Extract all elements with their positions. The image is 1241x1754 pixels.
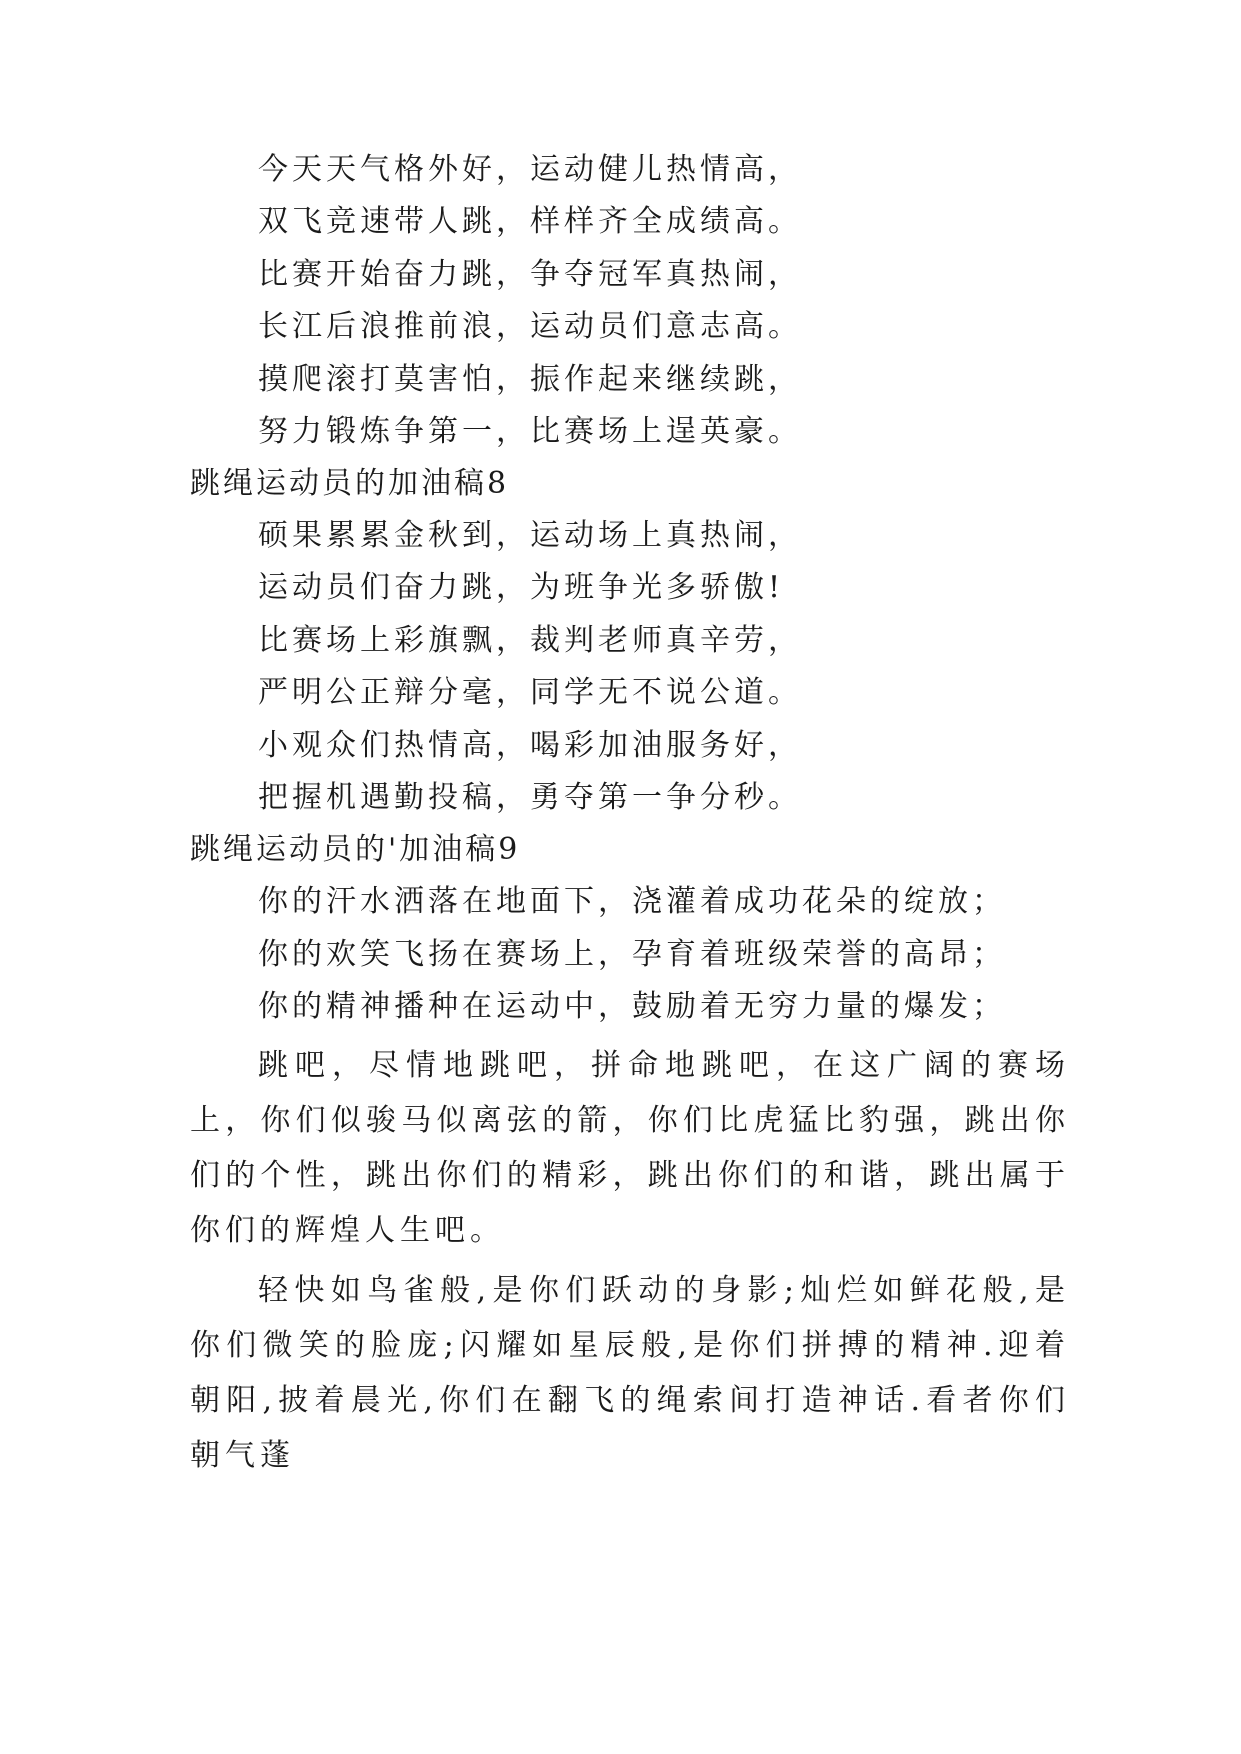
poem-line: 今天天气格外好，运动健儿热情高， [258,152,802,187]
body-paragraph: 轻快如鸟雀般,是你们跃动的身影;灿烂如鲜花般,是你们微笑的脸庞;闪耀如星辰般,是你们拼搏的精神.迎着朝阳,披着晨光,你们在翻飞的绳索间打造神话.看者你们朝气蓬 [190,1273,1070,1473]
poem-line: 运动员们奋力跳，为班争光多骄傲! [258,570,785,605]
section-heading: 跳绳运动员的加油稿8 [190,466,510,501]
poem-line: 严明公正辩分毫，同学无不说公道。 [258,675,802,710]
poem-line: 把握机遇勤投稿，勇夺第一争分秒。 [258,780,802,815]
poem-line: 努力锻炼争第一，比赛场上逞英豪。 [258,414,802,449]
poem-line: 摸爬滚打莫害怕，振作起来继续跳， [258,362,802,397]
body-paragraph: 跳吧，尽情地跳吧，拼命地跳吧，在这广阔的赛场上，你们似骏马似离弦的箭，你们比虎猛比豹强，跳出你们的个性，跳出你们的精彩，跳出你们的和谐，跳出属于你们的辉煌人生吧。 [190,1048,1070,1248]
poem-line: 硕果累累金秋到，运动场上真热闹， [258,518,802,553]
prose-line: 你的汗水洒落在地面下，浇灌着成功花朵的绽放； [258,884,1006,919]
poem-line: 双飞竞速带人跳，样样齐全成绩高。 [258,204,802,239]
poem-line: 长江后浪推前浪，运动员们意志高。 [258,309,802,344]
section-heading: 跳绳运动员的'加油稿9 [190,832,521,867]
poem-line: 小观众们热情高，喝彩加油服务好， [258,728,802,763]
poem-line: 比赛场上彩旗飘，裁判老师真辛劳， [258,623,802,658]
prose-line: 你的精神播种在运动中，鼓励着无穷力量的爆发； [258,989,1006,1024]
poem-line: 比赛开始奋力跳，争夺冠军真热闹， [258,257,802,292]
prose-line: 你的欢笑飞扬在赛场上，孕育着班级荣誉的高昂； [258,937,1006,972]
